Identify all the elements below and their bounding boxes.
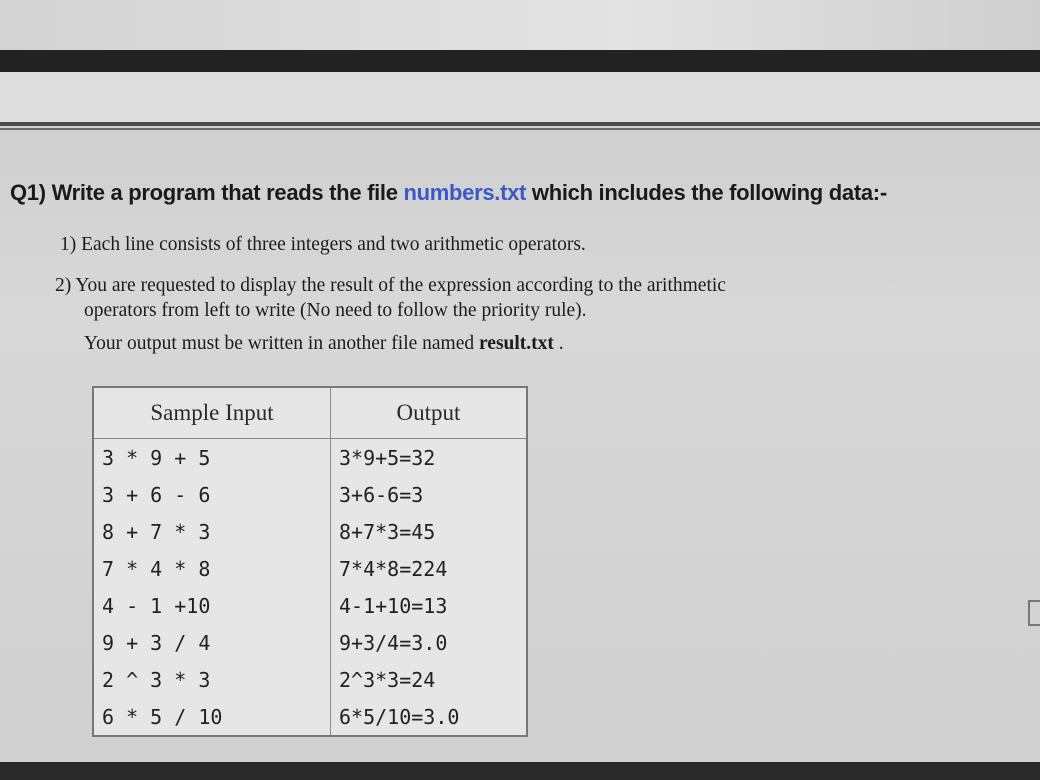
header-sample-input: Sample Input (93, 387, 331, 439)
bracket-icon (1028, 600, 1040, 626)
question-prefix: Q1) Write a program that reads the file (10, 180, 404, 205)
output-cell: 8+7*3=45 (331, 513, 528, 550)
input-cell: 8 + 7 * 3 (93, 513, 331, 550)
input-cell: 3 * 9 + 5 (93, 439, 331, 477)
header-output: Output (331, 387, 528, 439)
question-suffix: which includes the following data:- (526, 180, 887, 205)
output-cell: 2^3*3=24 (331, 661, 528, 698)
table-row (93, 476, 527, 513)
input-cell: 3 + 6 - 6 (93, 476, 331, 513)
input-cell: 9 + 3 / 4 (93, 624, 331, 661)
output-cell: 4-1+10=13 (331, 587, 528, 624)
table-header-row (93, 387, 527, 439)
background-top (0, 0, 1040, 50)
table-row (93, 439, 527, 477)
output-cell: 9+3/4=3.0 (331, 624, 528, 661)
table-row (93, 624, 527, 661)
table-row (93, 587, 527, 624)
output-cell: 3*9+5=32 (331, 439, 528, 477)
input-cell: 2 ^ 3 * 3 (93, 661, 331, 698)
table-row (93, 698, 527, 736)
requirement-2-line-1: 2) You are requested to display the result of the expression according to the arithmetic (55, 275, 726, 296)
table-row (93, 513, 527, 550)
output-instruction: Your output must be written in another file named (84, 333, 479, 354)
requirement-2-line-3 (84, 333, 564, 355)
table-row (93, 550, 527, 587)
double-rule-bottom (0, 128, 1040, 130)
output-instruction-end: . (553, 333, 564, 354)
table-row (93, 661, 527, 698)
blank-band (0, 72, 1040, 122)
output-cell: 7*4*8=224 (331, 550, 528, 587)
dark-bar (0, 50, 1040, 72)
requirement-1: 1) Each line consists of three integers and two arithmetic operators. (60, 234, 586, 255)
requirement-2-line-2: operators from left to write (No need to follow the priority rule). (84, 300, 587, 321)
double-rule-top (0, 122, 1040, 126)
sample-table (92, 386, 528, 737)
output-cell: 6*5/10=3.0 (331, 698, 528, 736)
input-cell: 6 * 5 / 10 (93, 698, 331, 736)
question-heading (10, 180, 887, 206)
input-cell: 7 * 4 * 8 (93, 550, 331, 587)
output-filename: result.txt (479, 333, 554, 354)
output-cell: 3+6-6=3 (331, 476, 528, 513)
input-cell: 4 - 1 +10 (93, 587, 331, 624)
input-filename: numbers.txt (403, 180, 527, 205)
dark-bar-bottom (0, 762, 1040, 780)
